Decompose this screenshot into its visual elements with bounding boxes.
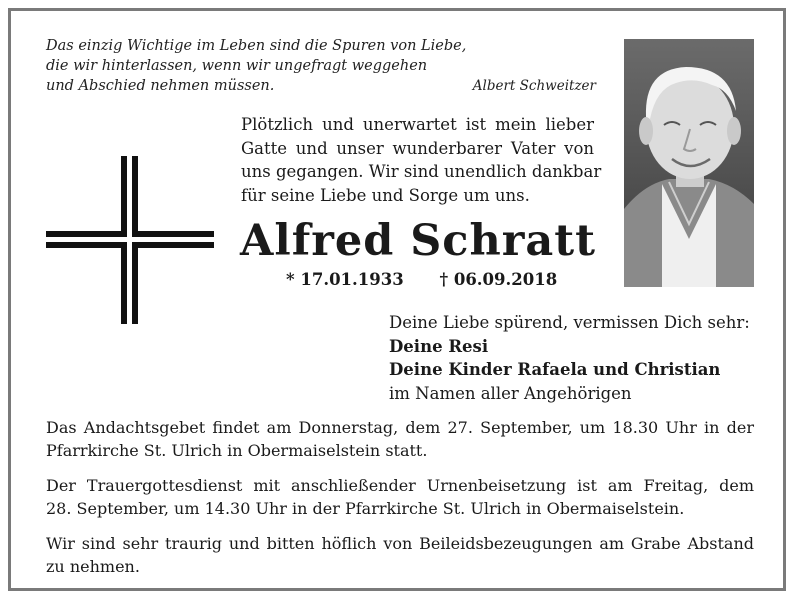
paragraph-funeral <box>46 474 754 520</box>
paragraph-line: 28. September, um 14.30 Uhr in der Pfarrkirche St. Ulrich in Obermaiselstein. <box>46 499 685 518</box>
mourners-block <box>389 311 750 405</box>
quote-line: und Abschied nehmen müssen. <box>46 78 275 94</box>
paragraph-prayer <box>46 416 754 462</box>
mourners-line: Deine Liebe spürend, vermissen Dich sehr: <box>389 313 750 332</box>
intro-line: für seine Liebe und Sorge um uns. <box>241 185 530 205</box>
quote-line: die wir hinterlassen, wenn wir ungefragt weggehen <box>46 58 428 74</box>
mourners-line: im Namen aller Angehörigen <box>389 383 632 403</box>
paragraph-line: Pfarrkirche St. Ulrich in Obermaiselstein statt. <box>46 441 428 460</box>
portrait-photo <box>624 39 754 287</box>
intro-line: Gatte und unser wunderbarer Vater von <box>241 138 594 158</box>
birth-date: * 17.01.1933 <box>286 270 404 289</box>
quote-line: Das einzig Wichtige im Leben sind die Spuren von Liebe, <box>46 38 467 54</box>
service-info <box>46 416 754 590</box>
paragraph-line: zu nehmen. <box>46 557 140 576</box>
intro-line: Plötzlich und unerwartet ist mein lieber <box>241 115 594 134</box>
paragraph-line: Der Trauergottesdienst mit anschließender Urnenbeisetzung ist am Freitag, dem <box>46 476 754 495</box>
deceased-name: Alfred Schratt <box>240 216 596 266</box>
death-date: † 06.09.2018 <box>439 270 558 289</box>
paragraph-line: Wir sind sehr traurig und bitten höflich von Beileidsbezeugungen am Grabe Abstand <box>46 534 754 553</box>
quote-block <box>46 36 596 96</box>
paragraph-line: Das Andachtsgebet findet am Donnerstag, dem 27. September, um 18.30 Uhr in der <box>46 418 754 437</box>
mourners-line: Deine Kinder Rafaela und Christian <box>389 360 721 379</box>
cross-icon <box>46 156 214 324</box>
intro-text <box>241 113 602 207</box>
quote-author: Albert Schweitzer <box>472 78 596 94</box>
life-dates <box>286 270 557 289</box>
paragraph-condolences <box>46 532 754 578</box>
intro-line: uns gegangen. Wir sind unendlich dankbar <box>241 162 602 181</box>
mourners-line: Deine Resi <box>389 336 489 356</box>
